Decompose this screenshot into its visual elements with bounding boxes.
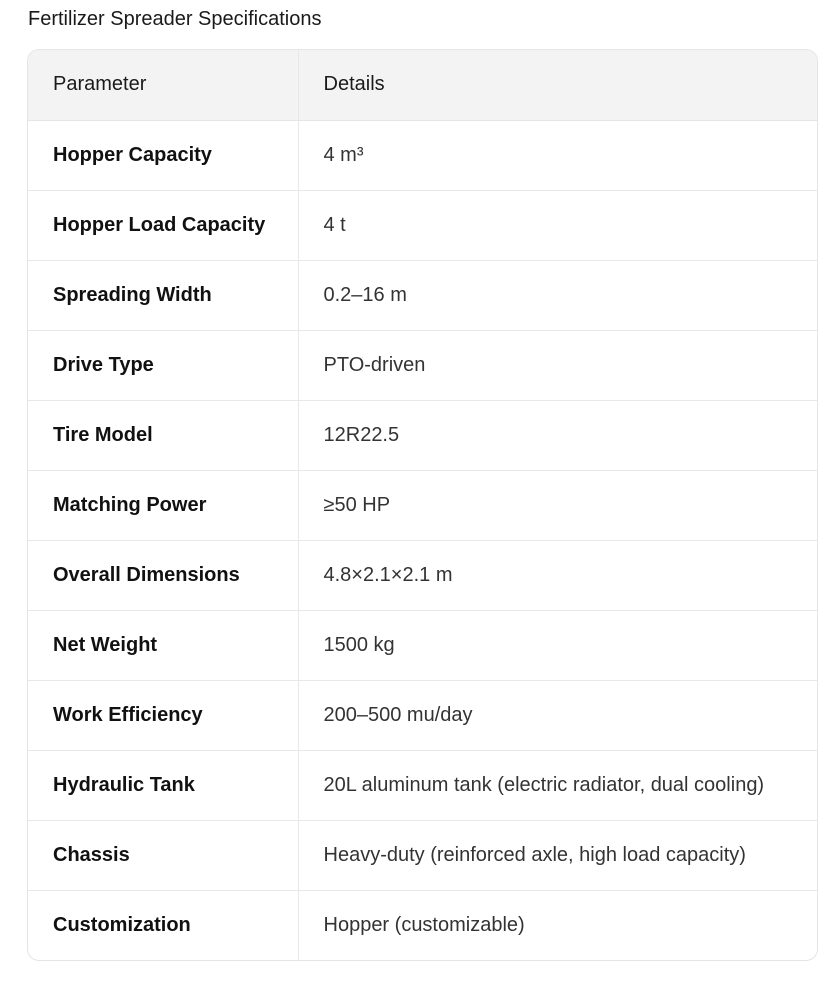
cell-parameter: Overall Dimensions <box>28 540 298 610</box>
cell-details: 4 t <box>298 190 817 260</box>
cell-details: 0.2–16 m <box>298 260 817 330</box>
cell-details: 12R22.5 <box>298 400 817 470</box>
spec-table <box>28 50 817 960</box>
table-header-row <box>28 50 817 120</box>
spec-table-container <box>27 49 818 961</box>
page-title: Fertilizer Spreader Specifications <box>28 8 322 30</box>
cell-details: ≥50 HP <box>298 470 817 540</box>
cell-parameter: Work Efficiency <box>28 680 298 750</box>
table-row <box>28 750 817 820</box>
table-row <box>28 680 817 750</box>
cell-parameter: Spreading Width <box>28 260 298 330</box>
cell-parameter: Drive Type <box>28 330 298 400</box>
table-row <box>28 610 817 680</box>
table-row <box>28 190 817 260</box>
column-header-details: Details <box>298 50 817 120</box>
cell-parameter: Customization <box>28 890 298 960</box>
table-row <box>28 540 817 610</box>
cell-details: 4 m³ <box>298 120 817 190</box>
cell-details: 20L aluminum tank (electric radiator, dual cooling) <box>298 750 817 820</box>
cell-details: 1500 kg <box>298 610 817 680</box>
cell-parameter: Matching Power <box>28 470 298 540</box>
cell-parameter: Chassis <box>28 820 298 890</box>
cell-parameter: Hydraulic Tank <box>28 750 298 820</box>
cell-parameter: Tire Model <box>28 400 298 470</box>
table-row <box>28 400 817 470</box>
table-row <box>28 890 817 960</box>
cell-details: Heavy-duty (reinforced axle, high load capacity) <box>298 820 817 890</box>
cell-details: 200–500 mu/day <box>298 680 817 750</box>
table-row <box>28 330 817 400</box>
table-row <box>28 820 817 890</box>
cell-parameter: Hopper Load Capacity <box>28 190 298 260</box>
table-row <box>28 120 817 190</box>
cell-details: Hopper (customizable) <box>323 913 525 936</box>
table-row <box>28 470 817 540</box>
cell-details: 4.8×2.1×2.1 m <box>298 540 817 610</box>
cell-parameter: Net Weight <box>28 610 298 680</box>
column-header-parameter: Parameter <box>28 50 298 120</box>
cell-details: PTO-driven <box>298 330 817 400</box>
table-row <box>28 260 817 330</box>
cell-parameter: Hopper Capacity <box>28 120 298 190</box>
